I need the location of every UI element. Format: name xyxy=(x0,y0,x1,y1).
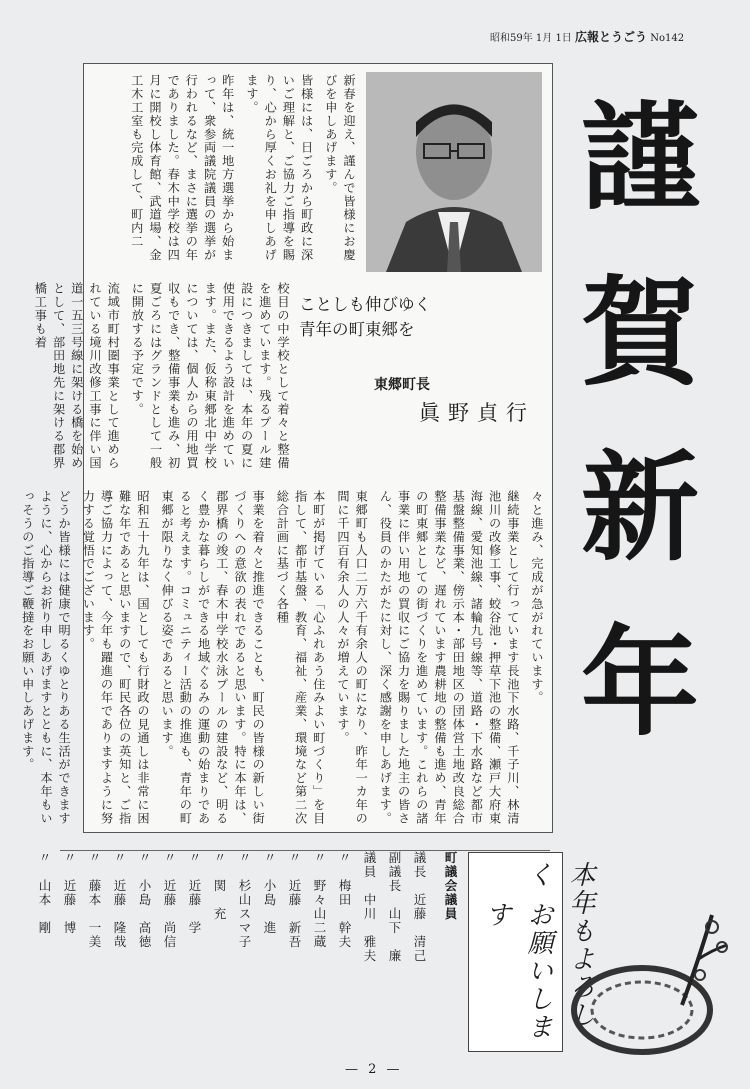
headline-line-1: ことしも伸びゆく xyxy=(299,295,431,314)
council-member: 〃 近藤 新吾 xyxy=(287,851,302,949)
mayor-message-panel xyxy=(20,63,553,833)
issue-number: No142 xyxy=(650,33,685,44)
handwritten-line-1: 本年もよろしく xyxy=(523,861,595,1029)
message-para-7: 継続事業として行っています長池下水路、千子川、林清池川の改修工事、蛟谷池・押草下池の整備、瀬戸大府東海線、愛知池線、諸輪九号線等、道路・下水路など都市基盤整備事業、傍示本・部田地区の団体営土地改良総合整備事業など、遅れています農耕地の整備も進め、青年の町東郷としての街づくりを進めています。これらの諸事業に伴い用地の買収にご協力を賜りました地主の皆さん、役員のかたがたに対し、深く感謝を申しあげます。 xyxy=(378,490,520,825)
council-list xyxy=(37,851,432,1066)
message-column-mid xyxy=(33,282,292,482)
author-title: 東郷町長 xyxy=(374,377,430,393)
message-headline xyxy=(299,292,431,342)
council-member: 議員 中川 雅夫 xyxy=(362,851,377,963)
handwritten-line-2: お願いします xyxy=(481,901,553,1041)
council-member: 副議長 山下 廉 xyxy=(387,851,402,963)
message-para-6: 々と進み、完成が急がれています。 xyxy=(530,490,544,705)
council-member: 〃 近藤 尚信 xyxy=(162,851,177,949)
page-number: — 2 — xyxy=(345,1062,403,1077)
council-member: 〃 小島 高徳 xyxy=(137,851,152,949)
masthead xyxy=(490,28,684,45)
message-column-upper xyxy=(92,74,358,274)
council-member: 〃 近藤 博 xyxy=(62,851,77,935)
council-member: 〃 近藤 隆哉 xyxy=(112,851,127,949)
mayor-portrait xyxy=(366,72,542,272)
council-member: 〃 関 充 xyxy=(212,851,227,921)
headline-line-2: 青年の町東郷を xyxy=(299,320,415,339)
issue-date: 昭和59年 1月 1日 xyxy=(490,33,572,44)
author-name: 眞野貞行 xyxy=(419,401,535,425)
council-member: 〃 小島 進 xyxy=(262,851,277,935)
greeting-char-1: 謹 xyxy=(580,88,699,227)
message-para-10: 事業を着々と推進できることも、町民の皆様の新しい街づくりへの意欲の表れであると思います。特に本年は、郡界橋の竣工、春木中学校水泳プールの建設など、明るく豊かな暮らしができる地域ぐるみの運動の始まりであると考えます。コミュニティー活動の推進も、青年の町東郷が限りなく伸びる姿であると思います。 xyxy=(160,490,266,825)
message-para-9: 本町が掲げている「心ふれあう住みよい町づくり」を目指して、都市基盤、教育、福祉、産業、環境など第二次総合計画に基づく各種 xyxy=(275,490,326,825)
handwritten-greeting xyxy=(468,852,595,1052)
greeting-characters xyxy=(565,70,715,770)
message-para-5: 流域市町村圏事業として進められている境川改修工事に伴い国道一五三号線に架ける橋を始めとして、部田地先に架ける郡界橋工事も着 xyxy=(33,282,121,470)
greeting-char-2: 賀 xyxy=(580,263,699,402)
greeting-char-3: 新 xyxy=(580,438,699,577)
message-para-11: 昭和五十九年は、国としても行財政の見通しは非常に困難な年であると思いますので、町民各位の英知と、ご指導ご協力によって、今年も躍進の年でありますように努力する覚悟でございます。 xyxy=(81,490,150,825)
council-member: 〃 野々山二蔵 xyxy=(312,851,327,949)
message-para-2: 皆様には、日ごろから町政に深いご理解と、ご協力ご指導を賜り、心から厚くお礼を申しあげます。 xyxy=(244,74,314,262)
council-member: 〃 藤本 一美 xyxy=(87,851,102,949)
message-para-8: 東郷町も人口二万六千有余人の町になり、昨年一カ年の間に千四百有余人の人々が増えています。 xyxy=(335,490,369,825)
council-member: 〃 梅田 幹夫 xyxy=(337,851,352,949)
council-member: 議長 近藤 清己 xyxy=(412,851,427,963)
message-para-4: 校目の中学校として着々と整備を進めています。残るプール建設につきましては、本年の夏に使用できるよう設計を進めています。また、仮称東郷北中学校については、個人からの用地買収もでき、整備事業も進み、初夏ごろにはグランドとして一般に開放する予定です。 xyxy=(130,282,290,470)
message-para-12: どうか皆様には健康で明るくゆとりある生活ができますように、心からお祈り申しあげますとともに、本年もいっそうのご指導ご鞭撻をお願い申しあげます。 xyxy=(20,490,72,825)
message-para-3: 昨年は、統一地方選挙から始まって、衆参両議院議員の選挙が行われるなど、まさに選挙の年でありました。春木中学校は四月に開校し体育館、武道場、金工木工室も完成して、町内二 xyxy=(129,74,235,262)
greeting-char-4: 年 xyxy=(580,613,699,752)
message-column-lower xyxy=(20,490,546,825)
brand-name: 広報とうごう xyxy=(575,30,648,44)
plum-blossom-illustration xyxy=(562,905,732,1055)
council-member: 〃 杉山スマ子 xyxy=(237,851,252,949)
council-header: 町議会議員 xyxy=(443,851,458,921)
portrait-illustration xyxy=(366,72,542,272)
message-para-1: 新春を迎え、謹んで皆様にお慶びを申しあげます。 xyxy=(323,74,356,262)
council-member: 〃 近藤 学 xyxy=(187,851,202,935)
council-member: 〃 山本 剛 xyxy=(37,851,52,935)
